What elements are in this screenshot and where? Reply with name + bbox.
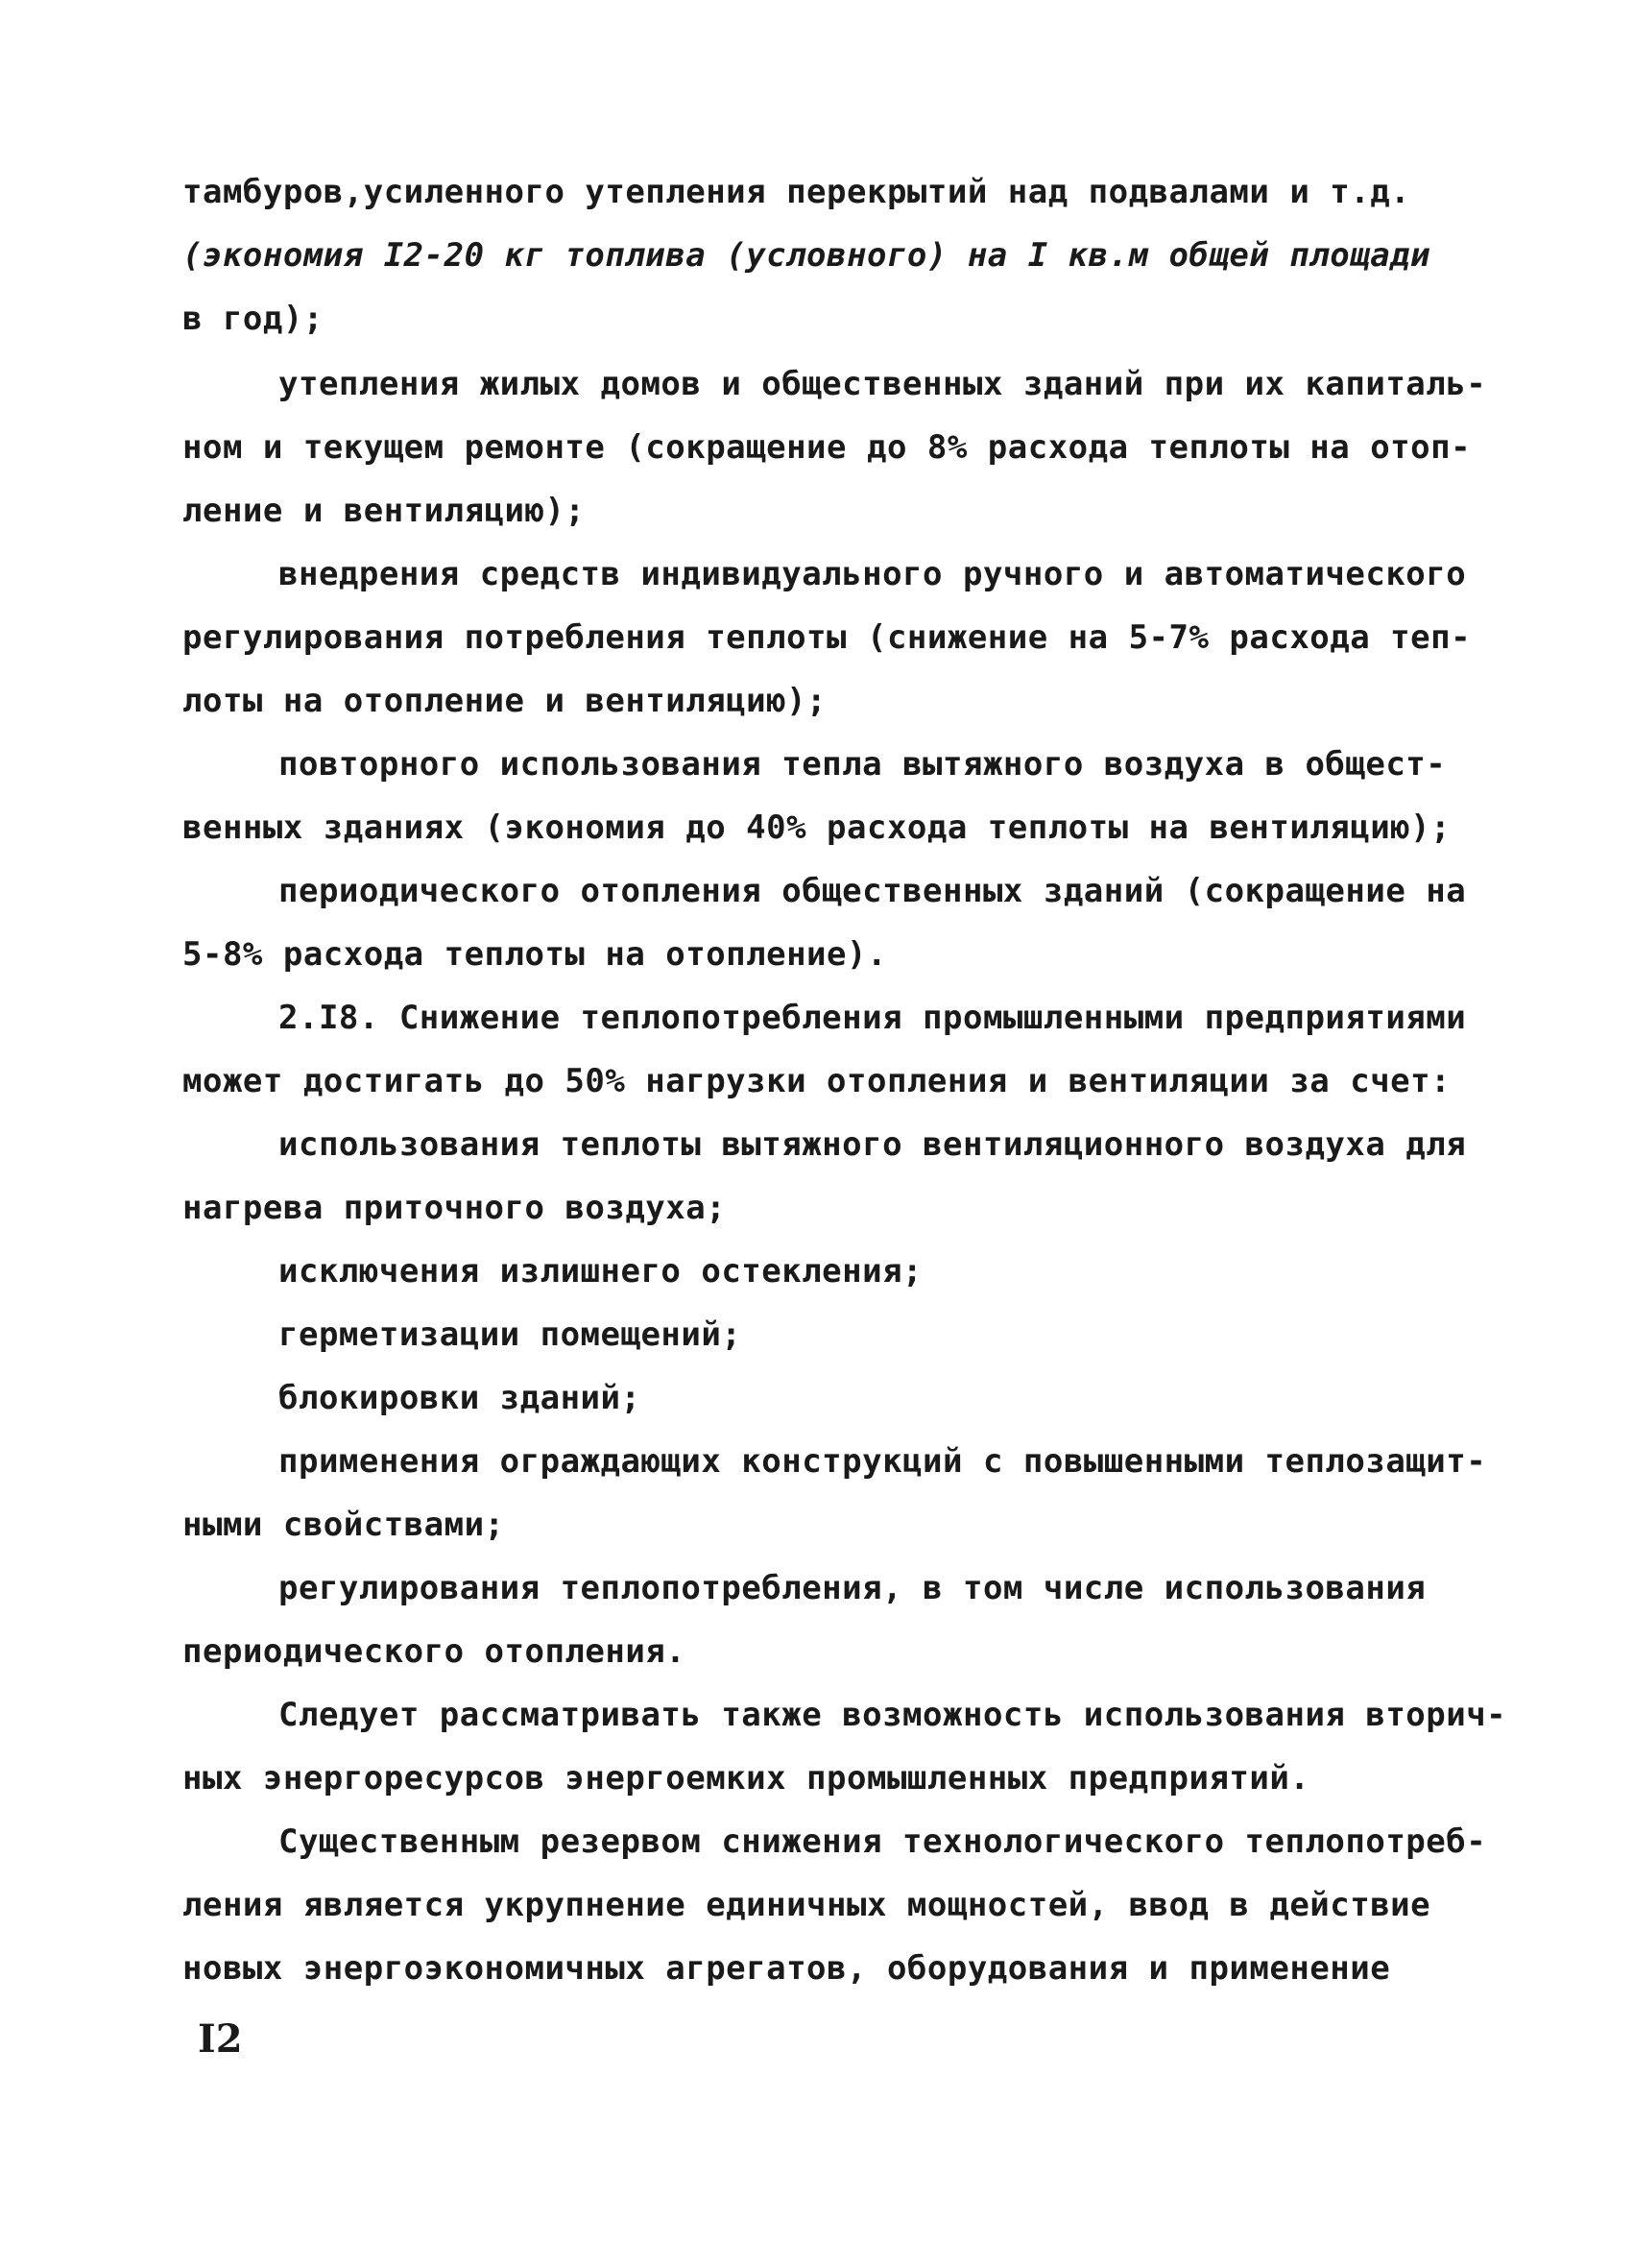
text-line: ном и текущем ремонте (сокращение до 8% расхода теплоты на отоп- [182,428,1472,467]
text-line: может достигать до 50% нагрузки отопления и вентиляции за счет: [182,1062,1452,1100]
page-number: I2 [198,2016,243,2062]
text-line: лоты на отопление и вентиляцию); [182,682,828,720]
text-line: нагрева приточного воздуха; [182,1189,727,1227]
text-line: регулирования теплопотребления, в том числе использования [278,1569,1427,1607]
text-line: 5-8% расхода теплоты на отопление). [182,935,887,974]
text-line: ными свойствами; [182,1506,505,1544]
text-line: герметизации помещений; [278,1315,742,1354]
text-line: Следует рассматривать также возможность использования вторич- [278,1696,1507,1734]
text-line: ных энергоресурсов энергоемких промышленных предприятий. [182,1759,1310,1798]
text-line: исключения излишнего остекления; [278,1252,924,1291]
text-line: новых энергоэкономичных агрегатов, оборудования и применение [182,1949,1391,1988]
text-line: периодического отопления. [182,1632,686,1671]
text-line: регулирования потребления теплоты (снижение на 5-7% расхода теп- [182,618,1472,657]
text-line: использования теплоты вытяжного вентиляционного воздуха для [278,1125,1467,1164]
text-line: венных зданиях (экономия до 40% расхода теплоты на вентиляцию); [182,808,1452,847]
text-line: (экономия I2-20 кг топлива (условного) на I кв.м общей площади [182,236,1431,275]
text-line: повторного использования тепла вытяжного воздуха в общест- [278,745,1447,784]
text-line: внедрения средств индивидуального ручного и автоматического [278,555,1467,593]
text-line: 2.I8. Снижение теплопотребления промышленными предприятиями [278,999,1467,1037]
text-line: блокировки зданий; [278,1379,641,1417]
text-line: Существенным резервом снижения технологического теплопотреб- [278,1822,1487,1861]
text-line: применения ограждающих конструкций с повышенными теплозащит- [278,1442,1487,1481]
text-line: периодического отопления общественных зданий (сокращение на [278,872,1467,910]
text-line: в год); [182,300,324,338]
text-line: утепления жилых домов и общественных зданий при их капиталь- [278,365,1487,403]
text-line: ление и вентиляцию); [182,492,586,530]
text-line: тамбуров,усиленного утепления перекрытий над подвалами и т.д. [182,173,1411,211]
text-line: ления является укрупнение единичных мощностей, ввод в действие [182,1886,1431,1924]
